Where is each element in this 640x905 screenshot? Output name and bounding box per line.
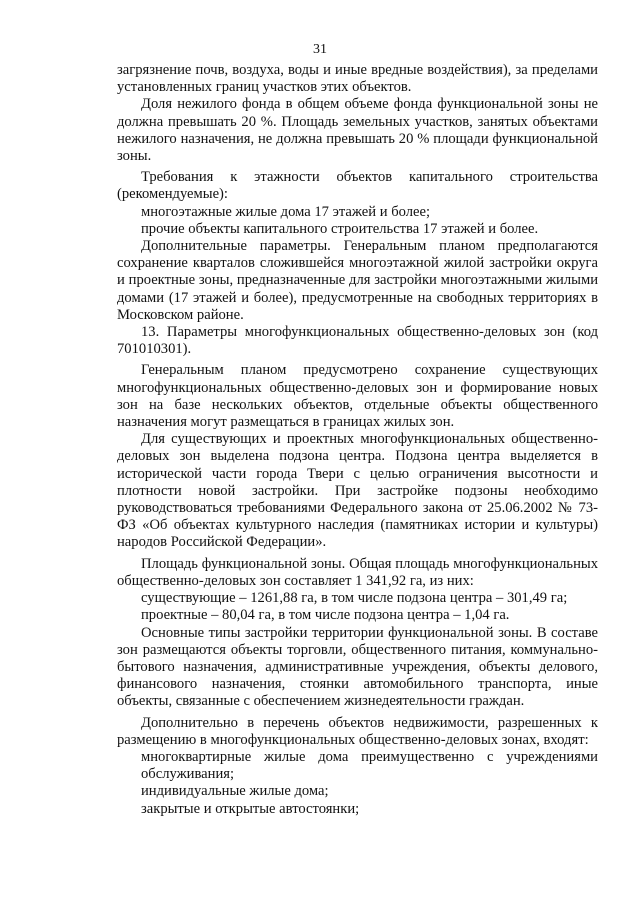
list-item: проектные – 80,04 га, в том числе подзона центра – 1,04 га. xyxy=(141,607,510,624)
list-item: индивидуальные жилые дома; xyxy=(141,783,329,800)
page-number: 31 xyxy=(313,42,327,57)
section-heading: 13. Параметры многофункциональных общественно-деловых зон (код 701010301). xyxy=(117,324,598,358)
document-body xyxy=(117,62,598,818)
paragraph: Основные типы застройки территории функциональной зоны. В составе зон размещаются объекты торговли, общественного питания, коммунально-бытового назначения, административные учреждения, объекты делового, финансового назначения, стоянки автомобильного транспорта, иные объекты, связанные с обеспечением жизнедеятельности граждан. xyxy=(117,624,598,710)
list-item: прочие объекты капитального строительства 17 этажей и более. xyxy=(141,220,539,237)
paragraph: Для существующих и проектных многофункциональных общественно-деловых зон выделена подзона центра. Подзона центра выделяется в исторической части города Твери с целью ограничения высотности и плотности новой застройки. При застройке подзоны необходимо руководствоваться требованиями Федерального закона от 25.06.2002 № 73-ФЗ «Об объектах культурного наследия (памятниках истории и культуры) народов Российской Федерации». xyxy=(117,431,598,551)
list-item: существующие – 1261,88 га, в том числе подзона центра – 301,49 га; xyxy=(141,590,568,607)
list-item: многоквартирные жилые дома преимущественно с учреждениями обслуживания; xyxy=(141,748,598,783)
list-item: многоэтажные жилые дома 17 этажей и более; xyxy=(141,203,431,220)
paragraph: Требования к этажности объектов капитального строительства (рекомендуемые): xyxy=(117,169,598,203)
paragraph: Доля нежилого фонда в общем объеме фонда функциональной зоны не должна превышать 20 %. Площадь земельных участков, занятых объектами нежилого назначения, не должна превышать 20 % площади функциональной зоны. xyxy=(117,96,598,165)
paragraph: Дополнительные параметры. Генеральным планом предполагаются сохранение кварталов сложившейся многоэтажной жилой застройки округа и проектные зоны, предназначенные для застройки многоэтажными жилыми домами (17 этажей и более), предусмотренные на свободных территориях в Московском районе. xyxy=(117,238,598,323)
paragraph: Площадь функциональной зоны. Общая площадь многофункциональных общественно-деловых зон составляет 1 341,92 га, из них: xyxy=(117,555,598,589)
paragraph: загрязнение почв, воздуха, воды и иные вредные воздействия), за пределами установленных границ участков этих объектов. xyxy=(117,62,598,96)
paragraph: Дополнительно в перечень объектов недвижимости, разрешенных к размещению в многофункциональных общественно-деловых зонах, входят: xyxy=(117,714,598,748)
list-item: закрытые и открытые автостоянки; xyxy=(141,800,360,817)
paragraph: Генеральным планом предусмотрено сохранение существующих многофункциональных общественно-деловых зон и формирование новых зон на базе нескольких объектов, отдельные объекты общественного назначения могут размещаться в границах жилых зон. xyxy=(117,362,598,431)
